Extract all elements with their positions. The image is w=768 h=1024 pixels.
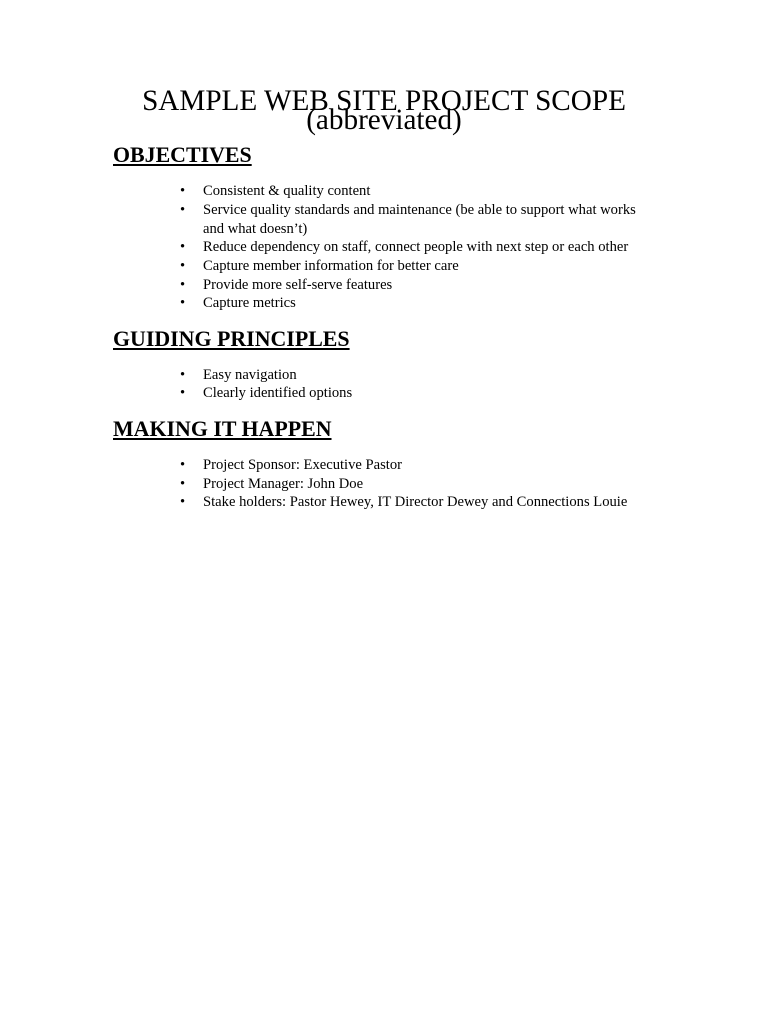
list-item-text: Service quality standards and maintenance (be able to support what works and what doesn’t) <box>203 201 636 237</box>
list-item <box>113 475 655 494</box>
bullet-icon: • <box>180 456 186 473</box>
list-item-text: Capture member information for better care <box>203 257 459 274</box>
list-item <box>113 257 655 276</box>
bullet-icon: • <box>180 201 186 218</box>
list-item <box>113 366 655 385</box>
list-item-text: Project Manager: John Doe <box>203 475 364 492</box>
list-item-text: Project Sponsor: Executive Pastor <box>203 456 403 473</box>
bullet-icon: • <box>180 295 186 312</box>
list-item-text: Consistent & quality content <box>203 183 371 200</box>
document-title: SAMPLE WEB SITE PROJECT SCOPE (abbreviated) <box>142 85 626 136</box>
list-item-text: Clearly identified options <box>203 385 353 402</box>
bullet-icon: • <box>180 385 186 402</box>
bullet-icon: • <box>180 494 186 511</box>
bullet-icon: • <box>180 239 186 256</box>
guiding-principles-list <box>113 366 768 403</box>
bullet-icon: • <box>180 257 186 274</box>
list-item <box>113 276 655 295</box>
section-heading-making-it-happen: MAKING IT HAPPEN <box>113 416 332 442</box>
list-item <box>113 238 655 257</box>
bullet-icon: • <box>180 475 186 492</box>
list-item <box>113 182 655 201</box>
list-item-text: Capture metrics <box>203 295 296 312</box>
section-heading-objectives: OBJECTIVES <box>113 142 252 168</box>
list-item-text: Stake holders: Pastor Hewey, IT Director Dewey and Connections Louie <box>203 494 628 511</box>
objectives-list <box>113 182 768 313</box>
bullet-icon: • <box>180 276 186 293</box>
list-item-text: Easy navigation <box>203 366 297 383</box>
list-item <box>113 294 655 313</box>
section-heading-guiding-principles: GUIDING PRINCIPLES <box>113 326 350 352</box>
list-item-text: Provide more self-serve features <box>203 276 393 293</box>
list-item-text: Reduce dependency on staff, connect people with next step or each other <box>203 239 629 256</box>
list-item <box>113 493 655 512</box>
list-item <box>113 456 655 475</box>
bullet-icon: • <box>180 183 186 200</box>
list-item <box>113 384 655 403</box>
list-item <box>113 201 655 238</box>
making-it-happen-list <box>113 456 768 512</box>
bullet-icon: • <box>180 366 186 383</box>
